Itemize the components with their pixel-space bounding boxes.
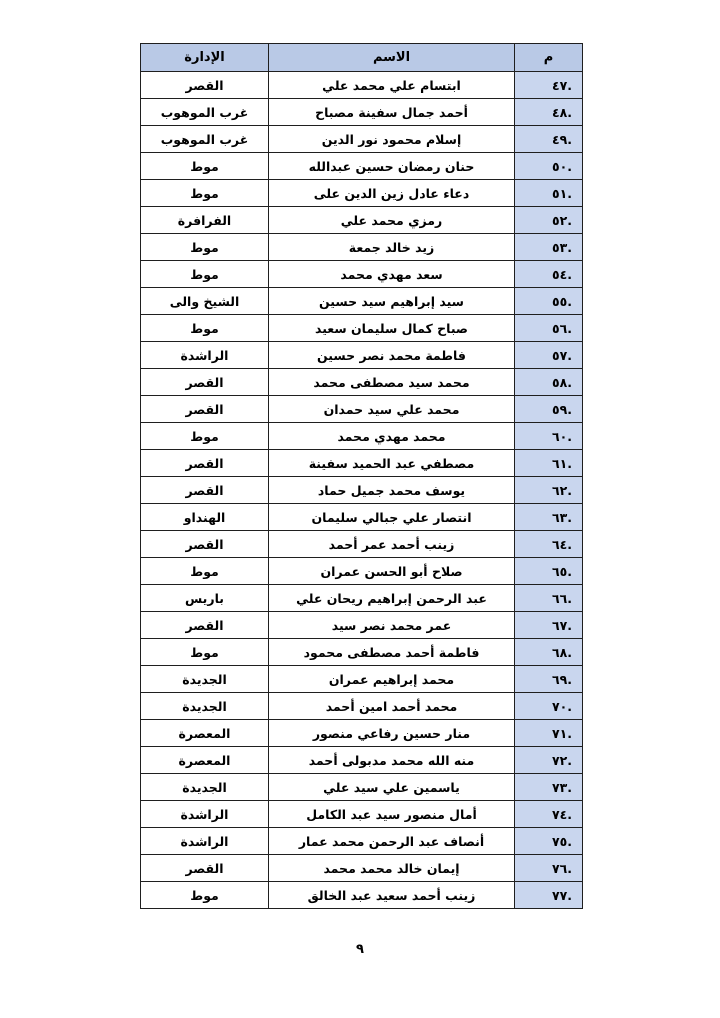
row-department: الراشدة	[141, 828, 269, 855]
row-department: المعصرة	[141, 747, 269, 774]
row-number: .٦١	[515, 450, 583, 477]
row-number: .٧٠	[515, 693, 583, 720]
table-row	[141, 126, 583, 153]
table-row	[141, 396, 583, 423]
row-number: .٦٨	[515, 639, 583, 666]
row-name: محمد سيد مصطفى محمد	[269, 369, 515, 396]
row-number: .٥٤	[515, 261, 583, 288]
row-name: أمال منصور سيد عبد الكامل	[269, 801, 515, 828]
table-row	[141, 801, 583, 828]
row-name: ياسمين علي سيد علي	[269, 774, 515, 801]
row-name: مصطفي عبد الحميد سفينة	[269, 450, 515, 477]
table-row	[141, 639, 583, 666]
row-number: .٧٥	[515, 828, 583, 855]
table-row	[141, 288, 583, 315]
row-number: .٦٣	[515, 504, 583, 531]
row-number: .٧٢	[515, 747, 583, 774]
row-department: القصر	[141, 477, 269, 504]
row-department: القصر	[141, 855, 269, 882]
row-number: .٦٤	[515, 531, 583, 558]
row-number: .٧٤	[515, 801, 583, 828]
header-number: م	[515, 44, 583, 72]
row-department: موط	[141, 558, 269, 585]
table-row	[141, 369, 583, 396]
row-name: زينب أحمد عمر أحمد	[269, 531, 515, 558]
table-row	[141, 558, 583, 585]
header-department: الإدارة	[141, 44, 269, 72]
row-number: .٧٣	[515, 774, 583, 801]
table-row	[141, 180, 583, 207]
row-number: .٥٦	[515, 315, 583, 342]
row-department: موط	[141, 153, 269, 180]
staff-table	[140, 43, 583, 909]
row-department: الراشدة	[141, 801, 269, 828]
row-name: عبد الرحمن إبراهيم ريحان علي	[269, 585, 515, 612]
table-row	[141, 531, 583, 558]
table-row	[141, 261, 583, 288]
row-name: دعاء عادل زين الدين على	[269, 180, 515, 207]
row-department: الهنداو	[141, 504, 269, 531]
row-name: محمد مهدي محمد	[269, 423, 515, 450]
row-department: القصر	[141, 612, 269, 639]
table-row	[141, 747, 583, 774]
row-name: انتصار علي جبالي سليمان	[269, 504, 515, 531]
row-number: .٥٣	[515, 234, 583, 261]
row-name: سيد إبراهيم سيد حسين	[269, 288, 515, 315]
row-department: الشيخ والى	[141, 288, 269, 315]
table-row	[141, 612, 583, 639]
row-number: .٥٥	[515, 288, 583, 315]
row-department: موط	[141, 882, 269, 909]
row-department: موط	[141, 234, 269, 261]
row-name: زيد خالد جمعة	[269, 234, 515, 261]
row-department: الجديدة	[141, 666, 269, 693]
table-row	[141, 774, 583, 801]
table-row	[141, 720, 583, 747]
row-name: زينب أحمد سعيد عبد الخالق	[269, 882, 515, 909]
row-name: حنان رمضان حسين عبدالله	[269, 153, 515, 180]
table-row	[141, 207, 583, 234]
row-number: .٥٧	[515, 342, 583, 369]
table-body	[141, 72, 583, 909]
row-department: باريس	[141, 585, 269, 612]
header-name: الاسم	[269, 44, 515, 72]
table-row	[141, 882, 583, 909]
row-department: القصر	[141, 369, 269, 396]
table-row	[141, 693, 583, 720]
row-name: يوسف محمد جميل حماد	[269, 477, 515, 504]
row-number: .٦٦	[515, 585, 583, 612]
row-number: .٥١	[515, 180, 583, 207]
table-row	[141, 855, 583, 882]
row-department: غرب الموهوب	[141, 99, 269, 126]
row-number: .٥٢	[515, 207, 583, 234]
row-department: الفرافرة	[141, 207, 269, 234]
row-department: الجديدة	[141, 693, 269, 720]
row-number: .٦٢	[515, 477, 583, 504]
row-department: المعصرة	[141, 720, 269, 747]
row-name: إسلام محمود نور الدين	[269, 126, 515, 153]
row-department: الراشدة	[141, 342, 269, 369]
row-number: .٥٨	[515, 369, 583, 396]
table-row	[141, 423, 583, 450]
row-name: ابتسام علي محمد علي	[269, 72, 515, 99]
row-department: موط	[141, 639, 269, 666]
row-name: محمد إبراهيم عمران	[269, 666, 515, 693]
row-name: فاطمة أحمد مصطفى محمود	[269, 639, 515, 666]
row-department: موط	[141, 315, 269, 342]
row-name: صلاح أبو الحسن عمران	[269, 558, 515, 585]
row-name: إيمان خالد محمد محمد	[269, 855, 515, 882]
row-number: .٧١	[515, 720, 583, 747]
row-department: القصر	[141, 72, 269, 99]
row-name: أنصاف عبد الرحمن محمد عمار	[269, 828, 515, 855]
table-row	[141, 585, 583, 612]
row-number: .٤٩	[515, 126, 583, 153]
row-number: .٤٨	[515, 99, 583, 126]
row-name: فاطمة محمد نصر حسين	[269, 342, 515, 369]
row-department: القصر	[141, 396, 269, 423]
row-number: .٦٥	[515, 558, 583, 585]
row-department: القصر	[141, 450, 269, 477]
row-number: .٥٠	[515, 153, 583, 180]
row-name: رمزي محمد علي	[269, 207, 515, 234]
row-name: محمد أحمد امين أحمد	[269, 693, 515, 720]
table-row	[141, 315, 583, 342]
table-row	[141, 477, 583, 504]
row-name: منار حسين رفاعي منصور	[269, 720, 515, 747]
table-row	[141, 153, 583, 180]
row-name: محمد علي سيد حمدان	[269, 396, 515, 423]
row-number: .٥٩	[515, 396, 583, 423]
row-number: .٤٧	[515, 72, 583, 99]
table-header-row	[141, 44, 583, 72]
table-row	[141, 504, 583, 531]
table-row	[141, 72, 583, 99]
row-department: موط	[141, 423, 269, 450]
row-department: موط	[141, 180, 269, 207]
table-row	[141, 828, 583, 855]
row-number: .٧٦	[515, 855, 583, 882]
row-number: .٦٩	[515, 666, 583, 693]
table-row	[141, 342, 583, 369]
row-name: صباح كمال سليمان سعيد	[269, 315, 515, 342]
row-number: .٦٠	[515, 423, 583, 450]
page-number: ٩	[356, 942, 364, 957]
row-name: أحمد جمال سفينة مصباح	[269, 99, 515, 126]
row-department: موط	[141, 261, 269, 288]
row-name: منه الله محمد مدبولى أحمد	[269, 747, 515, 774]
table-row	[141, 234, 583, 261]
row-name: سعد مهدي محمد	[269, 261, 515, 288]
row-department: الجديدة	[141, 774, 269, 801]
row-department: غرب الموهوب	[141, 126, 269, 153]
row-name: عمر محمد نصر سيد	[269, 612, 515, 639]
row-department: القصر	[141, 531, 269, 558]
row-number: .٦٧	[515, 612, 583, 639]
table-row	[141, 99, 583, 126]
table-row	[141, 666, 583, 693]
table-row	[141, 450, 583, 477]
row-number: .٧٧	[515, 882, 583, 909]
